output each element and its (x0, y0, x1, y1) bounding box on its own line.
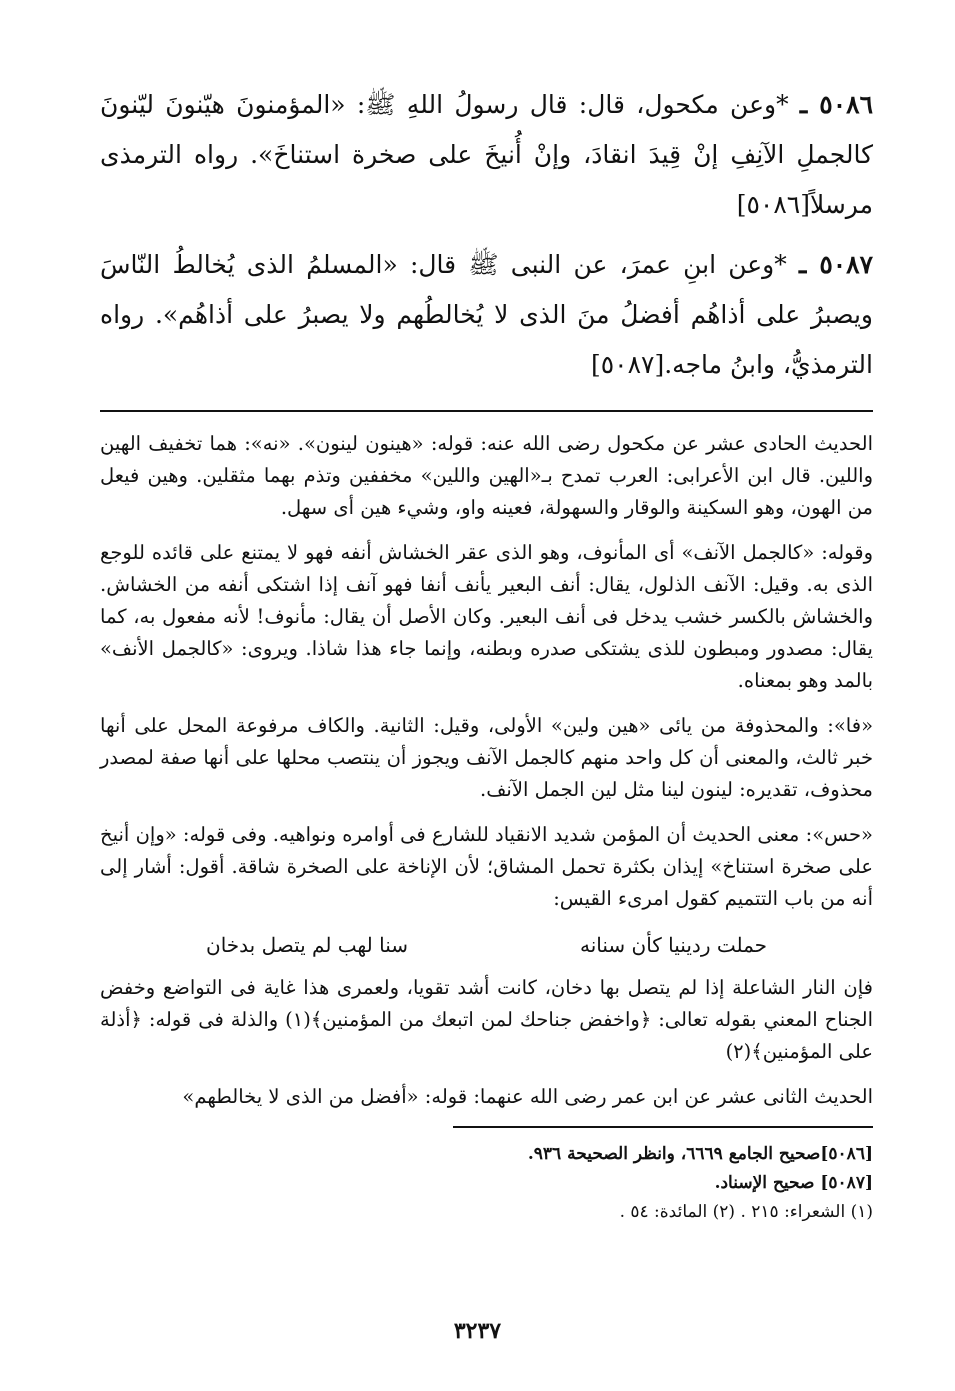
section-divider (100, 410, 873, 412)
footnote-divider (453, 1126, 873, 1128)
commentary-paragraph: الحديث الحادى عشر عن مكحول رضى الله عنه: قوله: «هينون لينون». «نه»: هما تخفيف الهين واللين. قال ابن الأعرابى: العرب تمدح بـ«الهين واللين» مخففين وتذم بهما مثقلين. وهين فيعل من الهون، وهو السكينة والوقار والسهولة، فعينه واو، وشيء هين أى سهل. (100, 432, 873, 519)
page-body (100, 80, 873, 1227)
hadith-5087 (100, 240, 873, 390)
verse-first-hemistich: حملت ردينيا كأن سنانه (579, 933, 768, 957)
commentary-paragraph: «حس»: معنى الحديث أن المؤمن شديد الانقياد للشارع فى أوامره ونواهيه. وفى قوله: «وإن أنيخ على صخرة استناخ» إيذان بكثرة تحمل المشاق؛ لأن الإناخة على الصخرة شاقة. أقول: أشار إلى أنه من باب التتميم كقول امرىء القيس: (100, 823, 873, 910)
commentary-paragraph: الحديث الثانى عشر عن ابن عمر رضى الله عنهما: قوله: «أفضل من الذى لا يخالطهم» (182, 1085, 873, 1108)
commentary-paragraph: وقوله: «كالجمل الآنف» أى المأنوف، وهو الذى عقر الخشاش أنفه فهو لا يمتنع على قائده للوجع الذى به. وقيل: الآنف الذلول، يقال: أنف البعير يأنف أنفا فهو آنف إذا اشتكى أنفه من الخشاش. والخشاش بالكسر خشب يدخل فى أنف البعير. وكان الأصل أن يقال: مأنوف! لأنه مفعول به، كما يقال: مصدور ومبطون للذى يشتكى صدره وبطنه، وإنما جاء هذا شاذا. ويروى: «كالجمل الأنف» بالمد وهو بمعناه. (100, 541, 873, 692)
hadith-5086 (100, 80, 873, 230)
commentary-paragraph: «فا»: والمحذوفة من يائى «هين ولين» الأولى، وقيل: الثانية. والكاف مرفوعة المحل على أنها خبر ثالث، والمعنى أن كل واحد منهم كالجمل الآنف ويجوز أن ينتصب محلها على أنها صفة لمصدر محذوف، تقديره: لينون لينا مثل لين الجمل الآنف. (100, 714, 873, 801)
commentary-paragraph: فإن النار الشاعلة إذا لم يتصل بها دخان، كانت أشد تقويا، ولعمرى هذا غاية فى التواضع وخفض الجناح المعني بقوله تعالى: ﴿واخفض جناحك لمن اتبعك من المؤمنين﴾(١) والذلة فى قوله: ﴿أذلة على المؤمنين﴾(٢) (100, 976, 873, 1063)
verse-second-hemistich: سنا لهب لم يتصل بدخان (206, 933, 408, 957)
poetry-verse (100, 928, 873, 962)
hadith-text: *وعن ابنِ عمرَ، عن النبى ﷺ قال: «المسلمُ الذى يُخالطُ النّاسَ ويصبرُ على أذاهُم أفضلُ منَ الذى لا يُخالطُهم ولا يصبرُ على أذاهُم». رواه الترمذيُّ، وابنُ ماجه.[٥٠٨٧] (100, 250, 873, 379)
footnote-quran-refs: (١) الشعراء: ٢١٥ . (٢) المائدة: ٥٤ . (619, 1202, 873, 1222)
hadith-number: ٥٠٨٧ ـ (799, 250, 874, 279)
footnote-5086: [٥٠٨٦]صحيح الجامع ٦٦٦٩، وانظر الصحيحة ٩٣٦. (527, 1144, 873, 1164)
page-number: ٣٢٣٧ (453, 1318, 502, 1344)
hadith-text: *وعن مكحول، قال: قال رسولُ اللهِ ﷺ: «المؤمنونَ هيّنونَ ليّنونَ كالجملِ الآنِفِ إنْ قِيدَ انقادَ، وإنْ أُنيخَ على صخرة استناخَ». رواه الترمذى مرسلاً[٥٠٨٦] (100, 90, 873, 219)
hadith-number: ٥٠٨٦ ـ (799, 90, 873, 119)
footnote-5087: [٥٠٨٧] صحيح الإسناد. (714, 1173, 873, 1193)
commentary (100, 428, 873, 1113)
footnotes (100, 1140, 873, 1227)
